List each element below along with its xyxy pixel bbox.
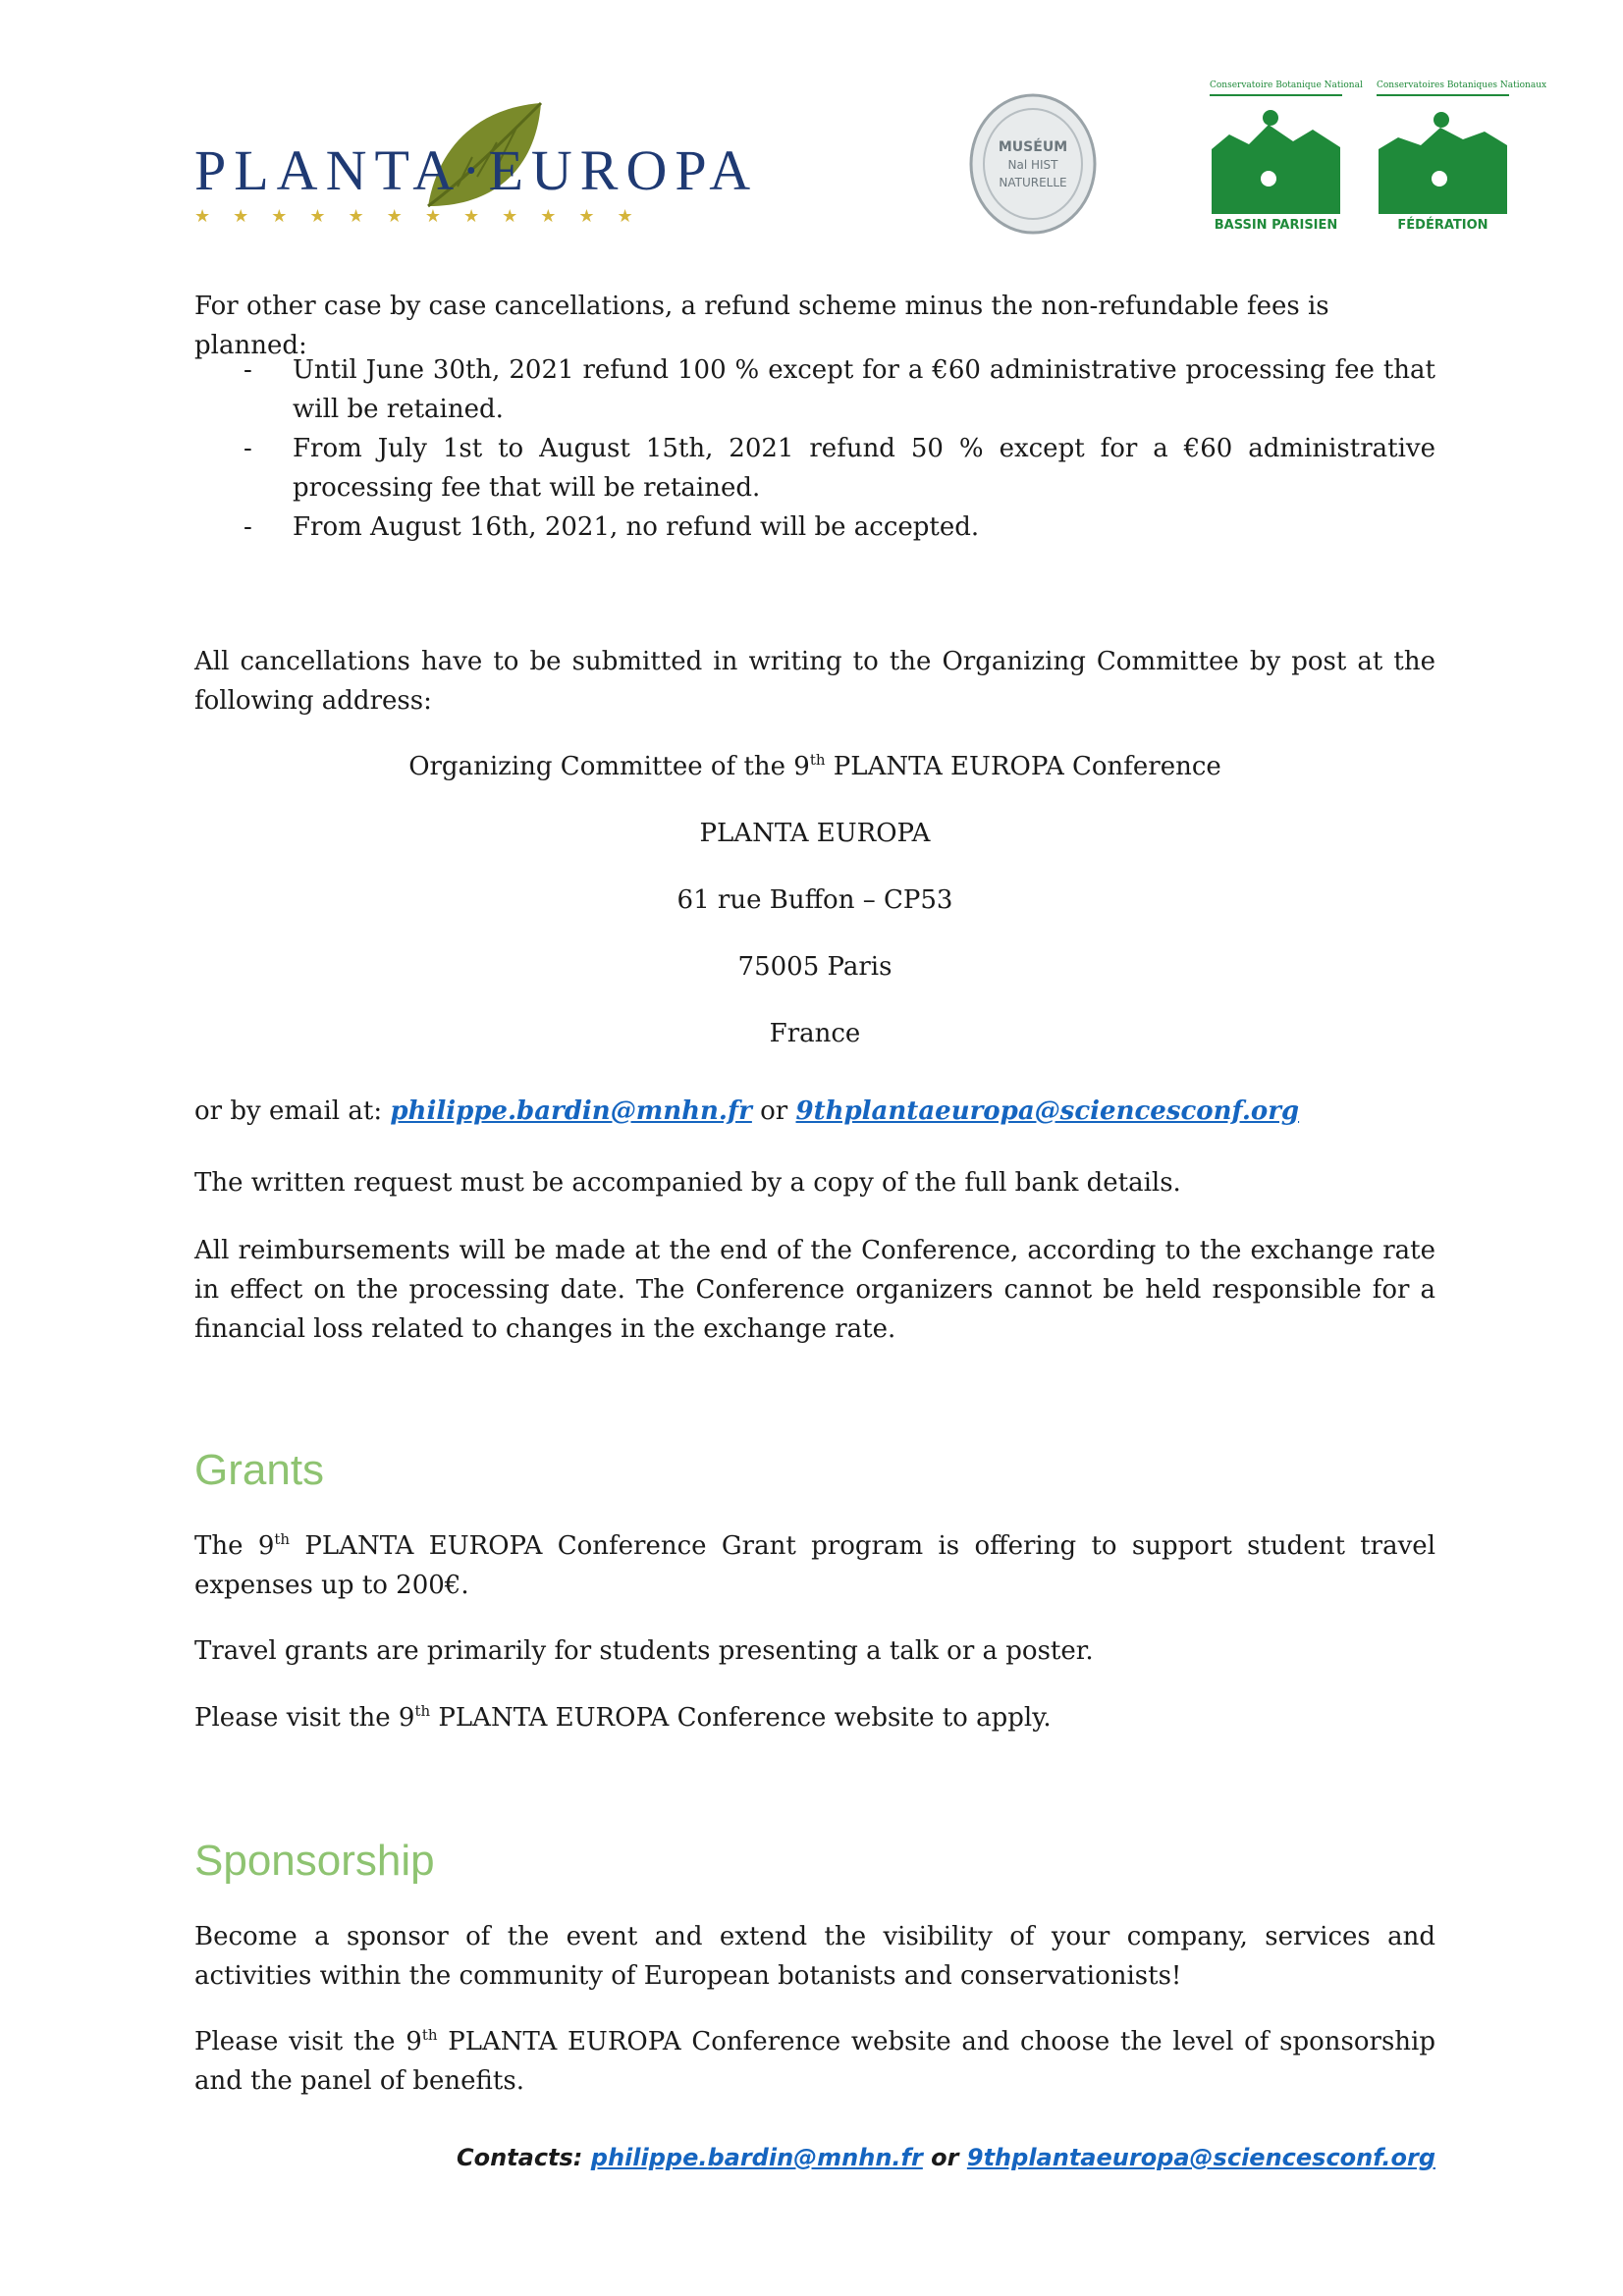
logo-stars: ★★★★★★★★★★★★ xyxy=(194,206,656,227)
grants-paragraph-3 xyxy=(194,1698,1435,1737)
header-logos xyxy=(0,79,1623,245)
footer-email-link-sciencesconf[interactable]: 9thplantaeuropa@sciencesconf.org xyxy=(966,2144,1435,2171)
superscript: th xyxy=(274,1530,291,1548)
refund-intro: For other case by case cancellations, a refund scheme minus the non-refundable fees is planned: xyxy=(194,292,1329,360)
email-prefix: or by email at: xyxy=(194,1096,391,1126)
address-line-3: 61 rue Buffon – CP53 xyxy=(676,885,953,915)
grants-paragraph-1 xyxy=(194,1526,1435,1605)
list-item xyxy=(194,429,1435,507)
grants-text: Please visit the 9 xyxy=(194,1703,415,1733)
cbn-logo-bottom-text: FÉDÉRATION xyxy=(1397,218,1488,233)
cbn-logo-top-text: Conservatoires Botaniques Nationaux xyxy=(1377,80,1547,90)
contacts-label: Contacts: xyxy=(456,2144,591,2171)
cbn-logo-bottom-text: BASSIN PARISIEN xyxy=(1214,218,1338,233)
email-link-sciencesconf[interactable]: 9thplantaeuropa@sciencesconf.org xyxy=(795,1096,1300,1126)
address-line-4: 75005 Paris xyxy=(737,952,893,982)
bullet-dash: - xyxy=(243,355,252,385)
svg-text:NATURELLE: NATURELLE xyxy=(999,176,1067,189)
written-request-text: The written request must be accompanied by a copy of the full bank details. xyxy=(194,1168,1181,1198)
list-item-text: From July 1st to August 15th, 2021 refund 50 % except for a €60 administrative processing fee that will be retained. xyxy=(293,434,1435,503)
footer-contacts xyxy=(457,2144,1435,2171)
museum-emblem-icon xyxy=(967,90,1100,238)
list-item xyxy=(194,350,1435,429)
landscape-icon xyxy=(1210,80,1363,236)
grants-text: The 9 xyxy=(194,1531,275,1561)
sponsorship-paragraph-2 xyxy=(194,2022,1435,2101)
address-line-1 xyxy=(194,747,1435,786)
museum-logo xyxy=(967,90,1100,238)
footer-or: or xyxy=(922,2144,967,2171)
email-line xyxy=(194,1092,1435,1131)
address-line-2: PLANTA EUROPA xyxy=(699,819,931,848)
address-text: Organizing Committee of the 9 xyxy=(408,752,810,781)
list-item xyxy=(194,507,1435,547)
sponsorship-paragraph-1: Become a sponsor of the event and extend the visibility of your company, services and activities within the community of European botanists and conservationists! xyxy=(194,1922,1435,1991)
grants-text: PLANTA EUROPA Conference website to apply. xyxy=(430,1703,1052,1733)
superscript: th xyxy=(414,1702,431,1720)
cbn-logo-top-text: Conservatoire Botanique National xyxy=(1210,80,1363,90)
email-link-bardin[interactable]: philippe.bardin@mnhn.fr xyxy=(390,1096,752,1126)
email-or: or xyxy=(751,1096,796,1126)
grants-heading: Grants xyxy=(194,1446,325,1494)
footer-email-link-bardin[interactable]: philippe.bardin@mnhn.fr xyxy=(590,2144,923,2171)
address-text: PLANTA EUROPA Conference xyxy=(825,752,1221,781)
cbn-federation-logo xyxy=(1377,80,1547,236)
bullet-dash: - xyxy=(243,434,252,463)
sponsorship-text: Please visit the 9 xyxy=(194,2027,422,2056)
list-item-text: From August 16th, 2021, no refund will be accepted. xyxy=(293,512,980,542)
sponsorship-heading: Sponsorship xyxy=(194,1837,435,1885)
svg-text:MUSÉUM: MUSÉUM xyxy=(998,139,1068,155)
planta-europa-logo xyxy=(194,98,759,227)
logo-text: PLANTA·EUROPA xyxy=(194,138,759,202)
reimbursements-text: All reimbursements will be made at the end of the Conference, according to the exchange rate in effect on the processing date. The Conference organizers cannot be held responsible for a financial loss related to changes in the exchange rate. xyxy=(194,1236,1435,1344)
refund-list xyxy=(194,350,1435,547)
bullet-dash: - xyxy=(243,512,252,542)
cbn-bassin-parisien-logo xyxy=(1210,80,1363,236)
landscape-icon xyxy=(1377,80,1547,236)
grants-text: PLANTA EUROPA Conference Grant program is offering to support student travel expenses up to 200€. xyxy=(194,1531,1436,1600)
superscript: th xyxy=(421,2026,438,2044)
superscript: th xyxy=(809,751,826,769)
address-line-5: France xyxy=(769,1019,861,1048)
svg-text:Nal HIST: Nal HIST xyxy=(1007,158,1058,172)
list-item-text: Until June 30th, 2021 refund 100 % except for a €60 administrative processing fee that will be retained. xyxy=(293,355,1435,424)
sponsorship-text: PLANTA EUROPA Conference website and choose the level of sponsorship and the panel of benefits. xyxy=(194,2027,1435,2096)
cancellation-text: All cancellations have to be submitted in writing to the Organizing Committee by post at the following address: xyxy=(194,647,1435,716)
grants-paragraph-2: Travel grants are primarily for students presenting a talk or a poster. xyxy=(194,1636,1094,1666)
